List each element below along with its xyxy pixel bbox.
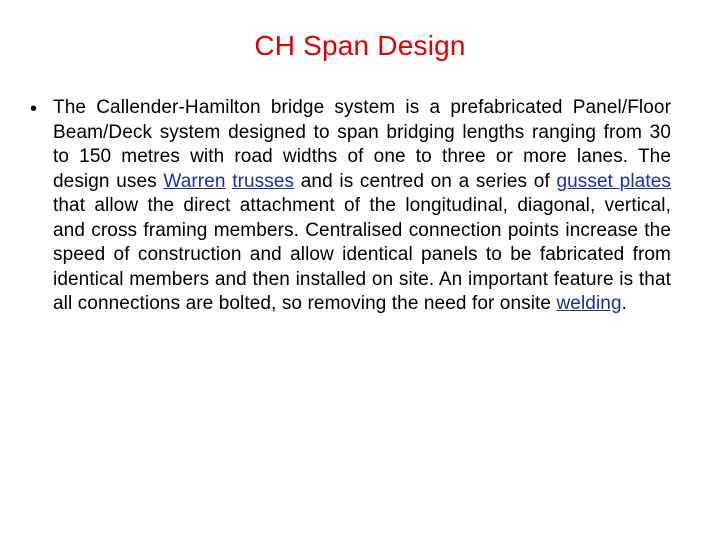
body-paragraph <box>53 96 671 317</box>
paragraph-text: and is centred on a series of <box>294 170 557 192</box>
paragraph-text: The Callender-Hamilton bridge system is a prefabricated Panel/Floor Beam/Deck system designed to span bridging lengths ranging from 30 to 150 metres with road widths of one to three or more lanes. The design uses <box>53 97 671 192</box>
link-welding[interactable]: welding <box>556 293 622 314</box>
slide-title: CH Span Design <box>254 30 466 61</box>
bullet-marker: • <box>30 98 38 120</box>
paragraph-text: that allow the direct attachment of the longitudinal, diagonal, vertical, and cross framing members. Centralised connection points increase the speed of construction and allow identical panels to be fabricated from identical members and then installed on site. An important feature is that all connections are bolted, so removing the need for onsite <box>53 195 671 314</box>
link-plates[interactable]: plates <box>619 170 671 192</box>
link-gusset[interactable]: gusset <box>556 170 620 192</box>
link-warren[interactable]: Warren <box>163 170 226 192</box>
link-trusses[interactable]: trusses <box>232 170 295 192</box>
paragraph-text: . <box>621 293 628 314</box>
